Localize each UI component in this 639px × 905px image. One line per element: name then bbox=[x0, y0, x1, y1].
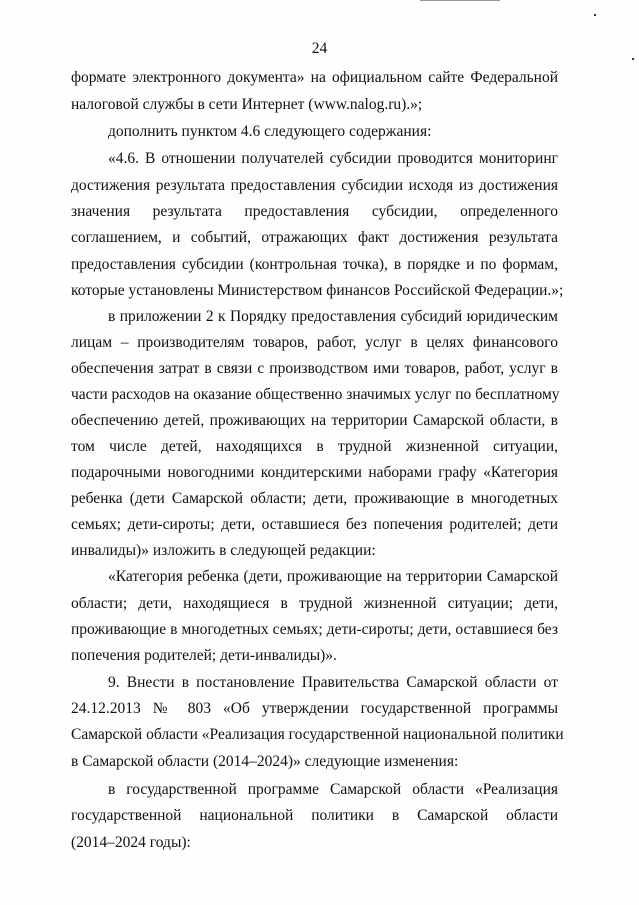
text-line: том числе детей, находящихся в трудной жизненной ситуации, bbox=[71, 438, 558, 455]
text-line: проживающие в многодетных семьях; дети-сироты; дети, оставшиеся без bbox=[71, 621, 558, 638]
text-line: предоставления субсидии (контрольная точка), в порядке и по формам, bbox=[71, 256, 558, 273]
scan-speck bbox=[632, 58, 634, 60]
text-line: обеспечения затрат в связи с производством ими товаров, работ, услуг в bbox=[71, 360, 558, 377]
scan-edge bbox=[420, 0, 500, 1]
text-line: Самарской области «Реализация государственной национальной политики bbox=[71, 726, 564, 743]
text-line: 24.12.2013 № 803 «Об утверждении государственной программы bbox=[71, 700, 558, 717]
text-line: «Категория ребенка (дети, проживающие на территории Самарской bbox=[108, 568, 558, 585]
text-line: 9. Внести в постановление Правительства Самарской области от bbox=[108, 674, 558, 691]
text-line: соглашением, и событий, отражающих факт достижения результата bbox=[71, 229, 558, 246]
text-line: инвалиды)» изложить в следующей редакции: bbox=[71, 542, 376, 559]
text-line: обеспечению детей, проживающих на территории Самарской области, в bbox=[71, 412, 558, 429]
page-number: 24 bbox=[311, 40, 328, 57]
text-line: области; дети, находящиеся в трудной жизненной ситуации; дети, bbox=[71, 595, 558, 612]
text-line: в Самарской области (2014–2024)» следующие изменения: bbox=[71, 753, 459, 770]
text-line: в приложении 2 к Порядку предоставления субсидий юридическим bbox=[108, 308, 558, 325]
text-line: «4.6. В отношении получателей субсидии проводится мониторинг bbox=[108, 150, 558, 167]
text-line: (2014–2024 годы): bbox=[71, 834, 191, 851]
text-line: государственной национальной политики в Самарской области bbox=[71, 807, 558, 824]
text-line: формате электронного документа» на официальном сайте Федеральной bbox=[71, 69, 558, 86]
text-line: семьях; дети-сироты; дети, оставшиеся без попечения родителей; дети bbox=[71, 516, 558, 533]
text-line: достижения результата предоставления субсидии исходя из достижения bbox=[71, 177, 558, 194]
text-line: которые установлены Министерством финансов Российской Федерации.»; bbox=[71, 282, 564, 299]
text-line: значения результата предоставления субсидии, определенного bbox=[71, 203, 558, 220]
text-line: дополнить пунктом 4.6 следующего содержания: bbox=[108, 123, 432, 140]
text-line: в государственной программе Самарской области «Реализация bbox=[108, 781, 558, 798]
text-line: ребенка (дети Самарской области; дети, проживающие в многодетных bbox=[71, 490, 558, 507]
text-line: попечения родителей; дети-инвалиды)». bbox=[71, 647, 337, 664]
scan-speck bbox=[594, 14, 596, 16]
text-line: подарочными новогодними кондитерскими наборами графу «Категория bbox=[71, 464, 558, 481]
text-line: лицам – производителям товаров, работ, услуг в целях финансового bbox=[71, 334, 558, 351]
text-line: части расходов на оказание общественно значимых услуг по бесплатному bbox=[71, 386, 560, 403]
text-line: налоговой службы в сети Интернет (www.nalog.ru).»; bbox=[71, 96, 423, 113]
